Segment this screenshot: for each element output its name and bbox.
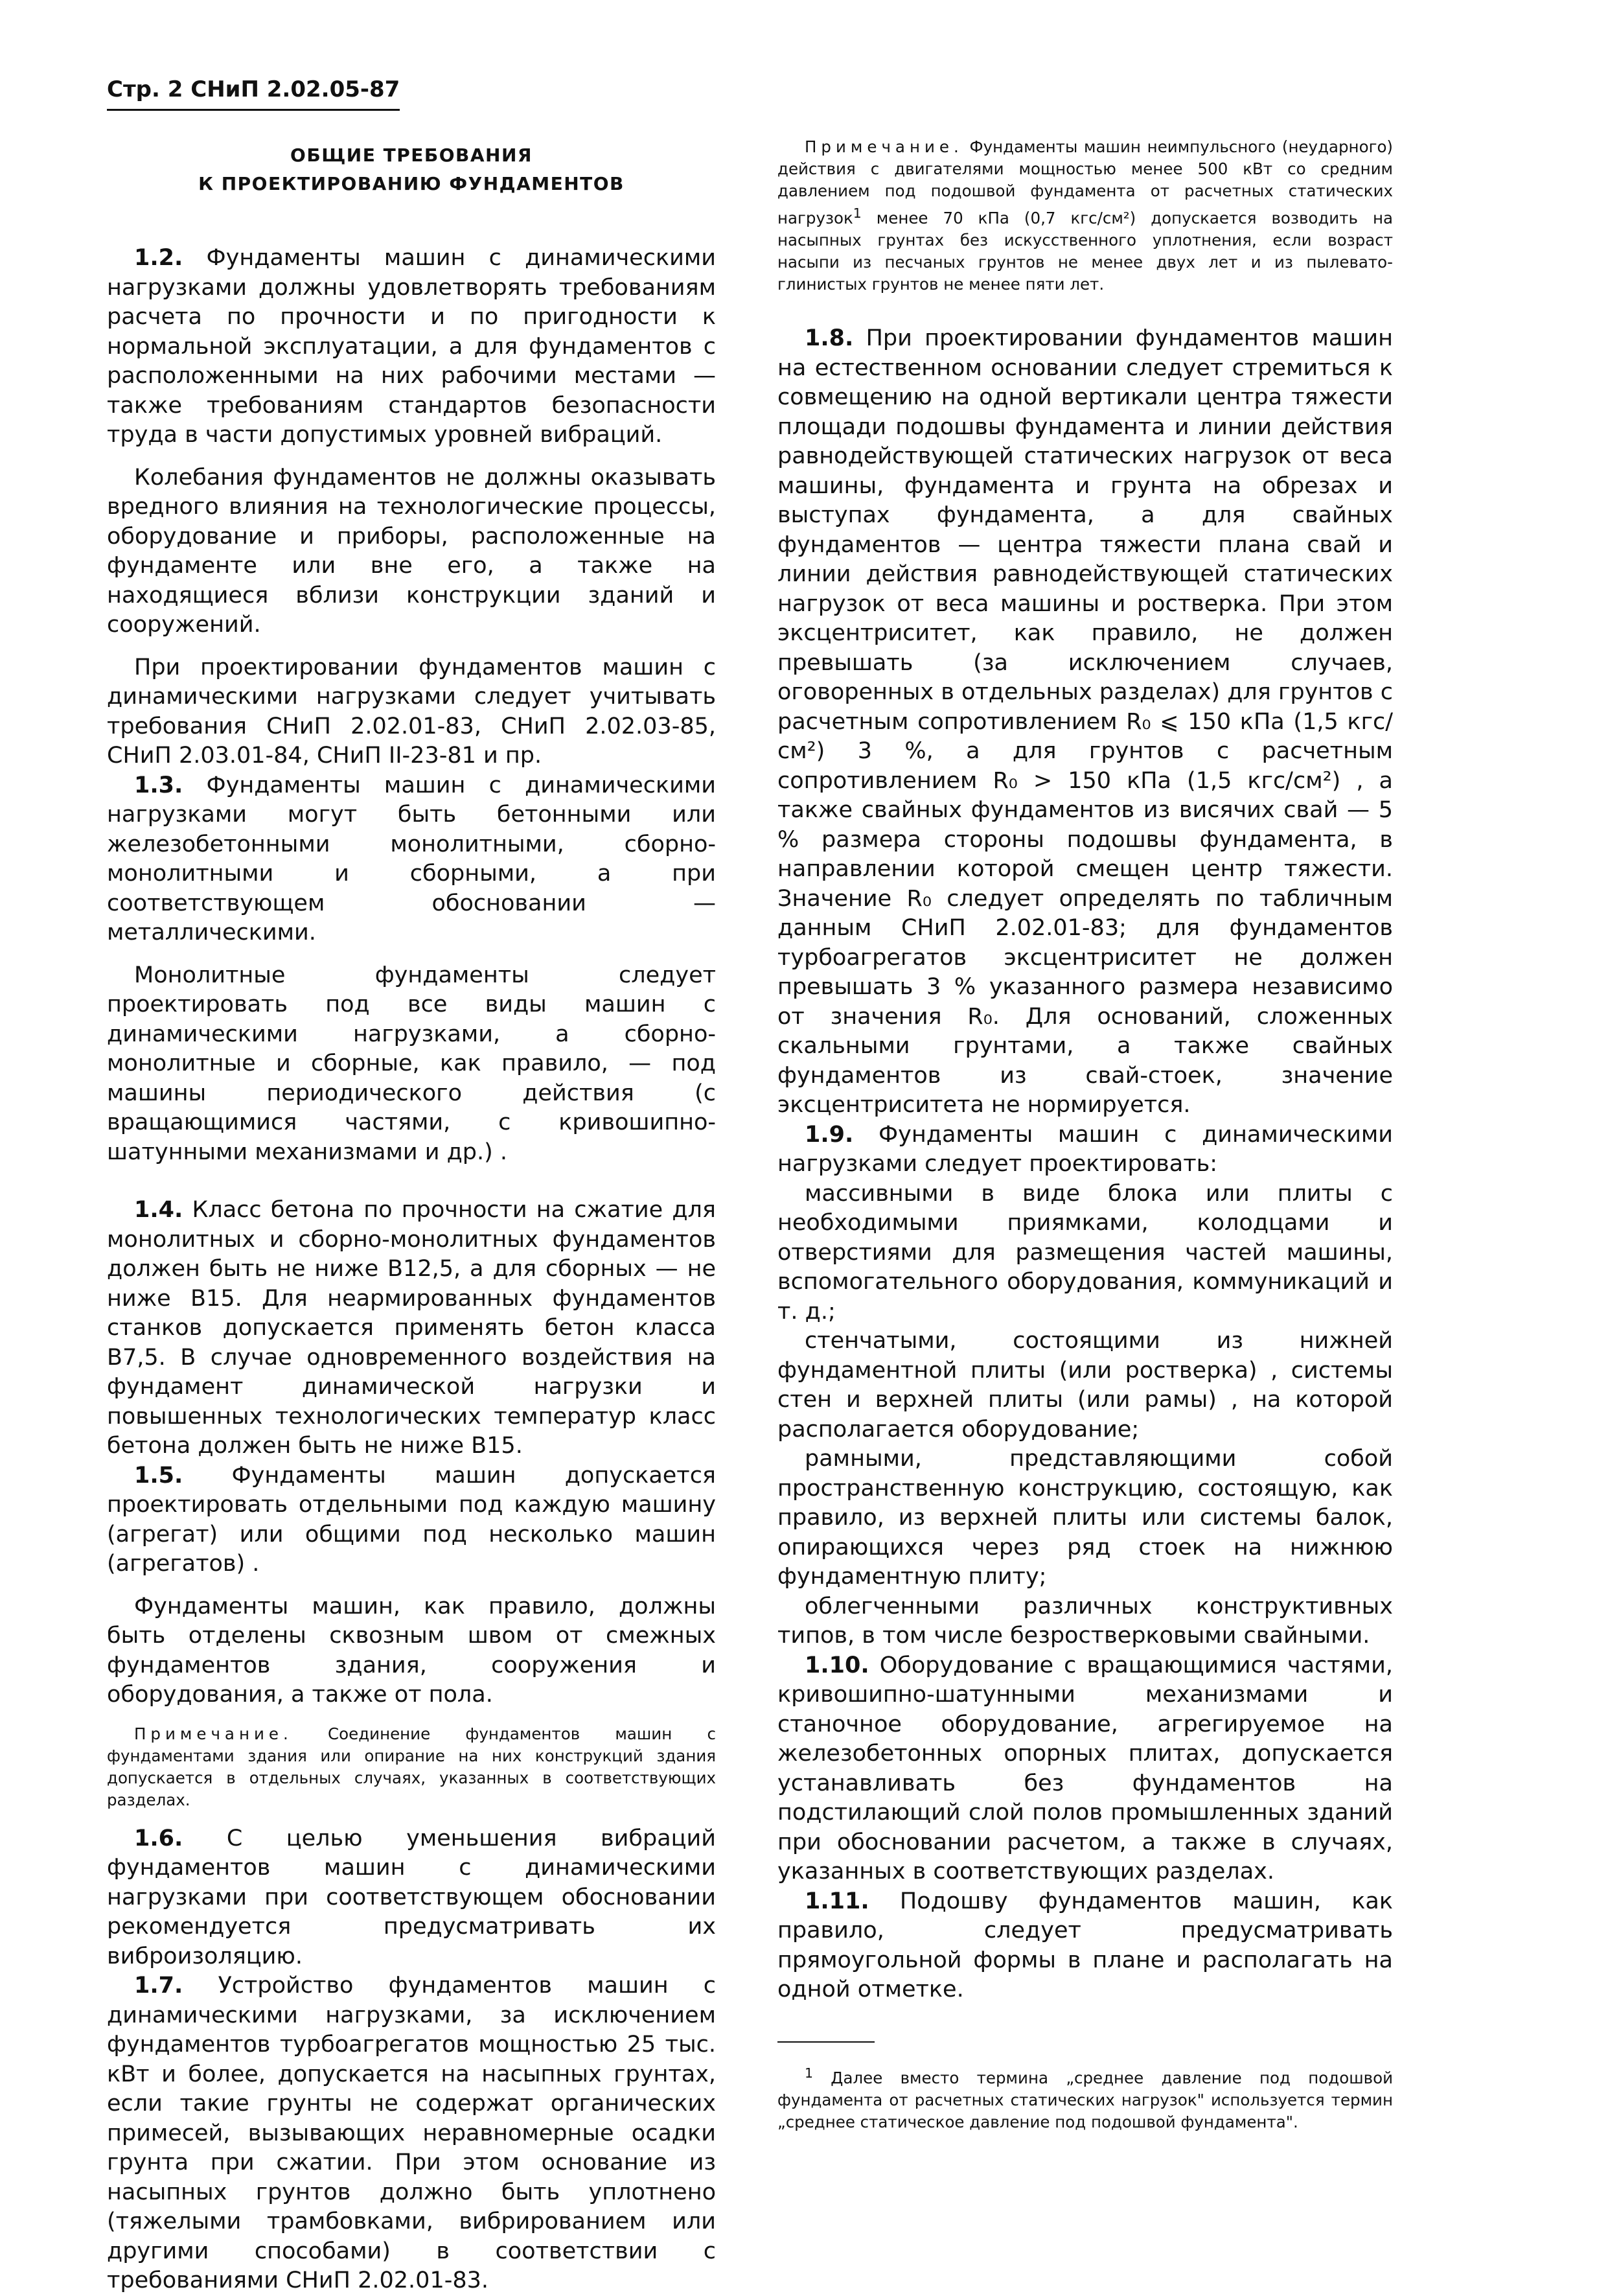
clause-number: 1.5.: [134, 1462, 183, 1489]
list-item-frame: рамными, представляющими собой пространственную конструкцию, состоящую, как правило, из верхней плиты или системы балок, опирающихся через ряд стоек на нижнюю фундаментную плиту;: [777, 1446, 1393, 1590]
clause-number: 1.11.: [805, 1888, 869, 1914]
heading-line-1: ОБЩИЕ ТРЕБОВАНИЯ: [290, 145, 533, 166]
paragraph-monolithic: Монолитные фундаменты следует проектировать под все виды машин с динамическими нагрузками, а сборно-монолитные и сборные, как правило, — под машины периодического действия (с вращающимися частями, с кривошипно-шатунными механизмами и др.) .: [107, 962, 716, 1165]
note-1: Примечание. Соединение фундаментов машин с фундаментами здания или опирание на них конструкций здания допускается в отдельных случаях, указанных в соответствующих разделах.: [107, 1724, 716, 1809]
clause-1-10: 1.10. Оборудование с вращающимися частями, кривошипно-шатунными механизмами и станочное оборудование, агрегируемое на железобетонных опорных плитах, допускается устанавливать без фундаментов на подстилающий слой полов промышленных зданий при обосновании расчетом, а также в случаях, указанных в соответствующих разделах.: [777, 1652, 1393, 1885]
list-item-light: облегченными различных конструктивных типов, в том числе безростверковыми свайными.: [777, 1593, 1393, 1649]
note-2: Примечание. Фундаменты машин неимпульсного (неударного) действия с двигателями мощностью менее 500 кВт со средним давлением под подошвой фундамента от расчетных статических нагрузок$^1$ менее 70 кПа (0,7 кгс/см²) допускается возводить на насыпных грунтах без искусственного уплотнения, если возраст насыпи из песчаных грунтов не менее двух лет и из пылевато-глинистых грунтов не менее пяти лет.: [777, 137, 1393, 294]
paragraph-design-requirements: При проектировании фундаментов машин с динамическими нагрузками следует учитывать требования СНиП 2.02.01-83, СНиП 2.02.03-85, СНиП 2.03.01-84, СНиП II-23-81 и пр.: [107, 654, 716, 769]
note-label: Примечание.: [134, 1724, 293, 1743]
paragraph-oscillations: Колебания фундаментов не должны оказывать вредного влияния на технологические процессы, оборудование и приборы, расположенные на фундаменте или вне его, а также на находящиеся вблизи конструкции зданий и сооружений.: [107, 464, 716, 638]
clause-1-2: 1.2. Фундаменты машин с динамическими нагрузками должны удовлетворять требованиям расчета по прочности и по пригодности к нормальной эксплуатации, а для фундаментов с расположенными на них рабочими местами — также требованиям стандартов безопасности труда в части допустимых уровней вибраций.: [107, 245, 716, 448]
clause-number: 1.4.: [134, 1197, 183, 1223]
clause-1-8: 1.8. При проектировании фундаментов машин на естественном основании следует стремиться к совмещению на одной вертикали центра тяжести площади подошвы фундамента и линии действия равнодействующей статических нагрузок от веса машины, фундамента и грунта на обрезах и выступах фундамента, а для свайных фундаментов — центра тяжести плана свай и линии действия равнодействующей статических нагрузок от веса машины и ростверка. При этом эксцентриситет, как правило, не должен превышать (за исключением случаев, оговоренных в отдельных разделах) для грунтов с расчетным сопротивлением R₀ ⩽ 150 кПа (1,5 кгс/см²) 3 %, а для грунтов с расчетным сопротивлением R₀ > 150 кПа (1,5 кгс/см²) , а также свайных фундаментов из висячих свай — 5 % размера стороны подошвы фундамента, в направлении которой смещен центр тяжести. Значение R₀ следует определять по табличным данным СНиП 2.02.01-83; для фундаментов турбоагрегатов эксцентриситет не должен превышать 3 % указанного размера независимо от значения R₀. Для оснований, сложенных скальными грунтами, а также свайных фундаментов из свай-стоек, значение эксцентриситета не нормируется.: [777, 325, 1393, 1119]
header-rule: [107, 109, 400, 111]
section-heading: [107, 141, 716, 198]
footnote-marker: 1: [805, 2065, 813, 2081]
note-label: Примечание.: [805, 137, 963, 156]
page-header: Стр. 2 СНиП 2.02.05-87: [107, 76, 400, 102]
clause-number: 1.3.: [134, 772, 183, 798]
left-column: [107, 136, 716, 2296]
clause-number: 1.8.: [805, 325, 854, 352]
clause-1-11: 1.11. Подошву фундаментов машин, как правило, следует предусматривать прямоугольной формы в плане и располагать на одной отметке.: [777, 1888, 1393, 2003]
clause-number: 1.6.: [134, 1825, 183, 1851]
heading-line-2: К ПРОЕКТИРОВАНИЮ ФУНДАМЕНТОВ: [198, 173, 625, 194]
clause-1-6: 1.6. С целью уменьшения вибраций фундаментов машин с динамическими нагрузками при соответствующем обосновании рекомендуется предусматривать их виброизоляцию.: [107, 1825, 716, 1969]
right-column: [777, 136, 1393, 2133]
clause-number: 1.7.: [134, 1973, 183, 1999]
clause-1-7: 1.7. Устройство фундаментов машин с динамическими нагрузками, за исключением фундаментов турбоагрегатов мощностью 25 тыс. кВт и более, допускается на насыпных грунтах, если такие грунты не содержат органических примесей, вызывающих неравномерные осадки грунта при сжатии. При этом основание из насыпных грунтов должно быть уплотнено (тяжелыми трамбовками, вибрированием или другими способами) в соответствии с требованиями СНиП 2.02.01-83.: [107, 1973, 716, 2293]
clause-1-5: 1.5. Фундаменты машин допускается проектировать отдельными под каждую машину (агрегат) или общими под несколько машин (агрегатов) .: [107, 1462, 716, 1577]
clause-number: 1.10.: [805, 1652, 869, 1678]
clause-1-4: 1.4. Класс бетона по прочности на сжатие для монолитных и сборно-монолитных фундаментов должен быть не ниже В12,5, а для сборных — не ниже В15. Для неармированных фундаментов станков допускается применять бетон класса В7,5. В случае одновременного воздействия на фундамент динамической нагрузки и повышенных технологических температур класс бетона должен быть не ниже В15.: [107, 1197, 716, 1459]
clause-number: 1.2.: [134, 245, 183, 271]
list-item-massive: массивными в виде блока или плиты с необходимыми приямками, колодцами и отверстиями для размещения частей машины, вспомогательного оборудования, коммуникаций и т. д.;: [777, 1180, 1393, 1325]
paragraph-separation: Фундаменты машин, как правило, должны быть отделены сквозным швом от смежных фундаментов здания, сооружения и оборудования, а также от пола.: [107, 1593, 716, 1708]
clause-1-3: 1.3. Фундаменты машин с динамическими нагрузками могут быть бетонными или железобетонными монолитными, сборно-монолитными и сборными, а при соответствующем обосновании — металлическими.: [107, 772, 716, 945]
footnote-rule: [777, 2041, 875, 2043]
footnote: $^1$ Далее вместо термина „среднее давление под подошвой фундамента от расчетных статических нагрузок" используется термин „среднее статическое давление под подошвой фундамента".: [777, 2065, 1393, 2131]
clause-number: 1.9.: [805, 1121, 854, 1148]
list-item-wall: стенчатыми, состоящими из нижней фундаментной плиты (или ростверка) , системы стен и верхней плиты (или рамы) , на которой располагается оборудование;: [777, 1328, 1393, 1443]
footnote-ref: 1: [853, 205, 862, 221]
clause-1-9: 1.9. Фундаменты машин с динамическими нагрузками следует проектировать:: [777, 1121, 1393, 1177]
